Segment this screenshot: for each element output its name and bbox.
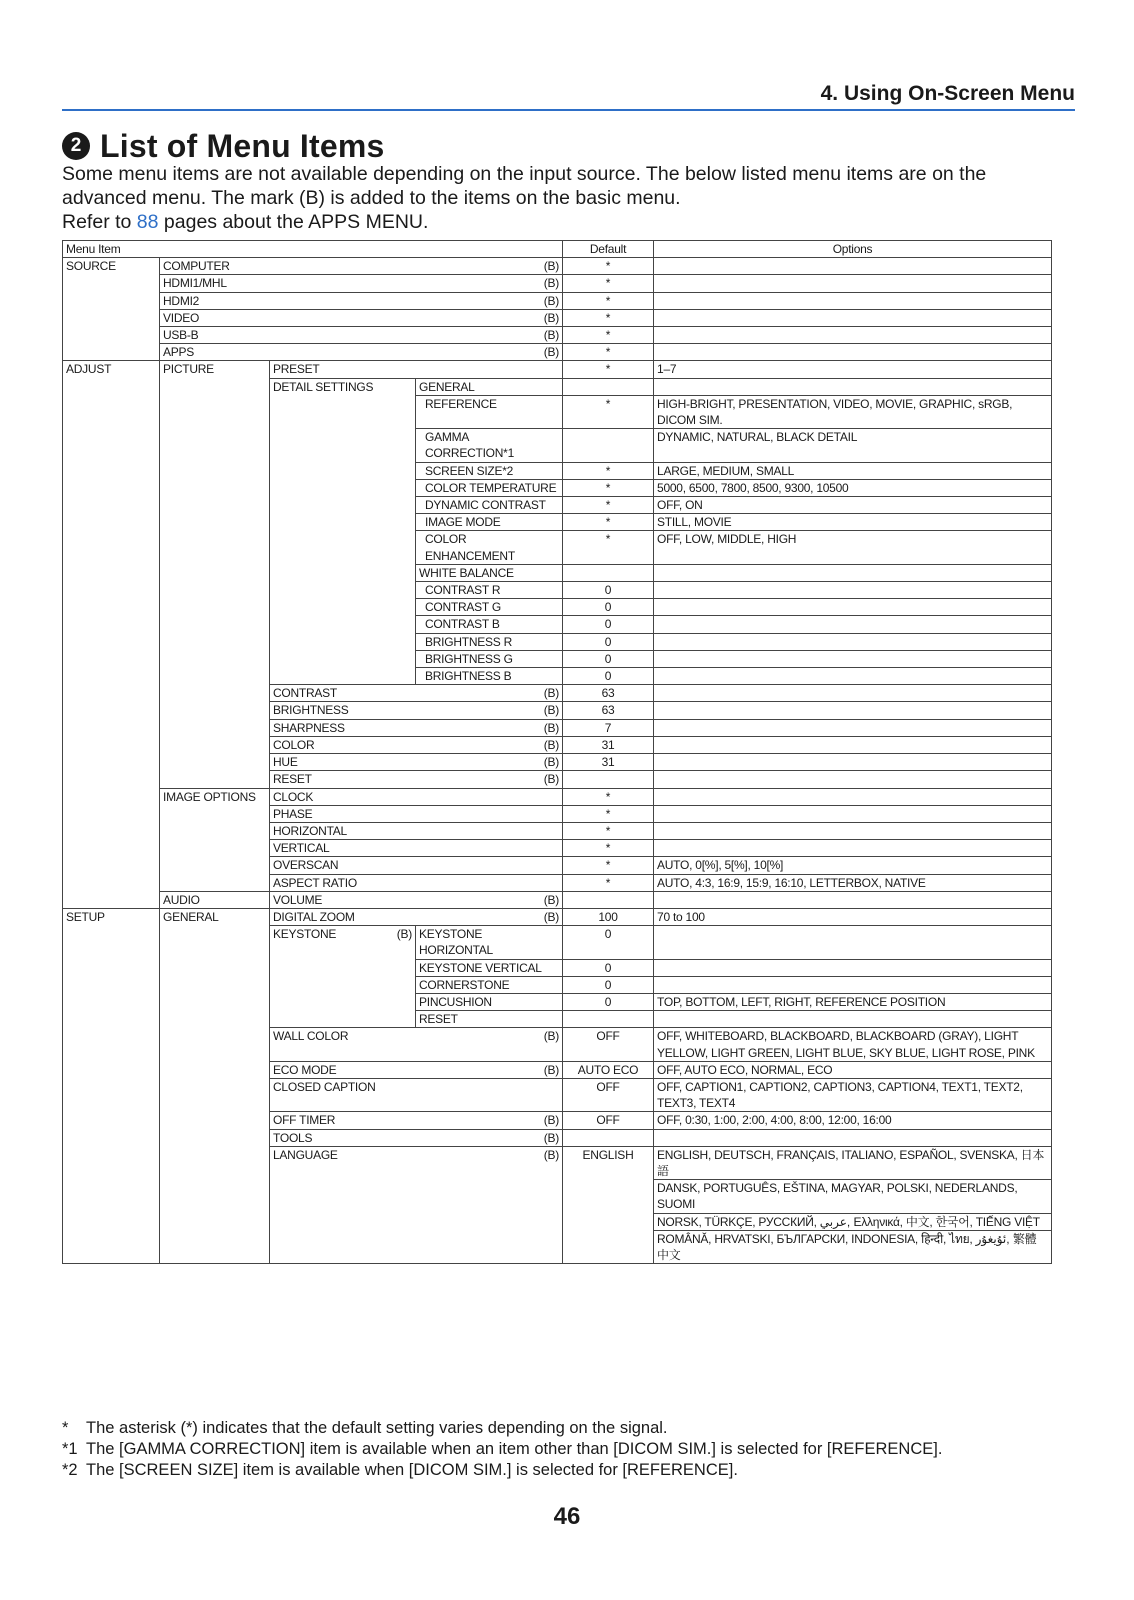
options-value: [654, 926, 1052, 959]
menu-item: CLOSED CAPTION: [270, 1078, 563, 1111]
options-value: OFF, CAPTION1, CAPTION2, CAPTION3, CAPTION4, TEXT1, TEXT2, TEXT3, TEXT4: [654, 1078, 1052, 1111]
options-value: [654, 292, 1052, 309]
default-value: [563, 429, 654, 462]
menu-item: DYNAMIC CONTRAST: [416, 497, 563, 514]
options-value: [654, 891, 1052, 908]
options-value: [654, 685, 1052, 702]
menu-item-general: GENERAL: [416, 378, 563, 395]
menu-item: COMPUTER (B): [160, 258, 563, 275]
menu-item: PHASE: [270, 805, 563, 822]
menu-item: CORNERSTONE: [416, 976, 563, 993]
header-rule: [62, 109, 1075, 111]
default-value: *: [563, 857, 654, 874]
footnotes: [62, 1418, 1062, 1481]
menu-item: CONTRAST G: [416, 599, 563, 616]
table-row: [63, 908, 1052, 925]
options-value: [654, 582, 1052, 599]
default-value: 0: [563, 993, 654, 1010]
table-row: [63, 361, 1052, 378]
default-value: 63: [563, 685, 654, 702]
menu-item: PRESET: [270, 361, 563, 378]
table-row: [63, 344, 1052, 361]
menu-item: HDMI1/MHL (B): [160, 275, 563, 292]
options-value: [654, 840, 1052, 857]
menu-item: VOLUME (B): [270, 891, 563, 908]
default-value: *: [563, 327, 654, 344]
group-source: SOURCE: [63, 258, 160, 361]
options-value: 5000, 6500, 7800, 8500, 9300, 10500: [654, 479, 1052, 496]
options-value: [654, 976, 1052, 993]
menu-item: COLOR ENHANCEMENT: [416, 531, 563, 564]
table-row: [63, 327, 1052, 344]
footnote-mark: *: [62, 1419, 69, 1437]
options-value: [654, 378, 1052, 395]
options-value: [654, 616, 1052, 633]
options-value: [654, 702, 1052, 719]
table-row: [63, 258, 1052, 275]
menu-item: CONTRAST R: [416, 582, 563, 599]
default-value: *: [563, 292, 654, 309]
header-menu-item: Menu Item: [63, 241, 563, 258]
default-value: 0: [563, 650, 654, 667]
header-default: Default: [563, 241, 654, 258]
table-row: [63, 292, 1052, 309]
group-general: GENERAL: [160, 908, 270, 1263]
options-value: [654, 959, 1052, 976]
menu-item: BRIGHTNESS (B): [270, 702, 563, 719]
options-value: [654, 822, 1052, 839]
menu-items-table: [62, 240, 1052, 1264]
page-title: List of Menu Items: [100, 127, 385, 164]
default-value: 100: [563, 908, 654, 925]
options-value: [654, 719, 1052, 736]
table-row: [63, 891, 1052, 908]
footnote: [62, 1439, 1062, 1460]
default-value: [563, 378, 654, 395]
menu-item-keystone: KEYSTONE (B): [270, 926, 416, 1028]
default-value: *: [563, 258, 654, 275]
menu-item-language: LANGUAGE (B): [270, 1146, 563, 1263]
options-value: 1–7: [654, 361, 1052, 378]
menu-item: VIDEO (B): [160, 309, 563, 326]
default-value: *: [563, 275, 654, 292]
menu-item: IMAGE MODE: [416, 514, 563, 531]
menu-item: TOOLS (B): [270, 1129, 563, 1146]
default-value: [563, 1011, 654, 1028]
menu-item: GAMMA CORRECTION*1: [416, 429, 563, 462]
default-value: *: [563, 361, 654, 378]
table-row: [63, 275, 1052, 292]
options-value: [654, 258, 1052, 275]
options-value: [654, 736, 1052, 753]
options-value: [654, 1129, 1052, 1146]
options-value: ROMÂNĂ, HRVATSKI, БЪЛГАРСКИ, INDONESIA, हिन्दी, ไทย, ئۇيغۇر, 繁體中文: [654, 1230, 1052, 1263]
menu-item: HDMI2 (B): [160, 292, 563, 309]
menu-item: OVERSCAN: [270, 857, 563, 874]
options-value: OFF, LOW, MIDDLE, HIGH: [654, 531, 1052, 564]
default-value: [563, 771, 654, 788]
default-value: 7: [563, 719, 654, 736]
default-value: *: [563, 479, 654, 496]
options-value: [654, 327, 1052, 344]
default-value: 31: [563, 754, 654, 771]
menu-item: PINCUSHION: [416, 993, 563, 1010]
menu-item: RESET (B): [270, 771, 563, 788]
options-value: AUTO, 0[%], 5[%], 10[%]: [654, 857, 1052, 874]
default-value: 0: [563, 616, 654, 633]
default-value: [563, 891, 654, 908]
menu-item: WALL COLOR (B): [270, 1028, 563, 1061]
default-value: AUTO ECO: [563, 1061, 654, 1078]
options-value: [654, 650, 1052, 667]
menu-item: USB-B (B): [160, 327, 563, 344]
default-value: *: [563, 840, 654, 857]
group-image-options: IMAGE OPTIONS: [160, 788, 270, 891]
group-setup: SETUP: [63, 908, 160, 1263]
menu-item: APPS (B): [160, 344, 563, 361]
menu-item: ASPECT RATIO: [270, 874, 563, 891]
refer-suffix: pages about the APPS MENU.: [158, 211, 429, 233]
table-row: [63, 788, 1052, 805]
default-value: [563, 1129, 654, 1146]
options-value: AUTO, 4:3, 16:9, 15:9, 16:10, LETTERBOX, NATIVE: [654, 874, 1052, 891]
menu-item: SCREEN SIZE*2: [416, 462, 563, 479]
default-value: OFF: [563, 1028, 654, 1061]
default-value: *: [563, 788, 654, 805]
section-number-badge: 2: [62, 132, 90, 160]
options-value: [654, 805, 1052, 822]
options-value: [654, 1011, 1052, 1028]
page-link-88[interactable]: 88: [136, 211, 159, 233]
menu-table-body: [63, 241, 1052, 1264]
options-value: OFF, AUTO ECO, NORMAL, ECO: [654, 1061, 1052, 1078]
options-value: TOP, BOTTOM, LEFT, RIGHT, REFERENCE POSITION: [654, 993, 1052, 1010]
options-value: [654, 771, 1052, 788]
group-adjust: ADJUST: [63, 361, 160, 909]
options-value: OFF, 0:30, 1:00, 2:00, 4:00, 8:00, 12:00, 16:00: [654, 1112, 1052, 1129]
options-value: DANSK, PORTUGUÊS, EŠTINA, MAGYAR, POLSKI, NEDERLANDS, SUOMI: [654, 1180, 1052, 1213]
footnote: [62, 1460, 1062, 1481]
header-options: Options: [654, 241, 1052, 258]
default-value: *: [563, 514, 654, 531]
menu-item: KEYSTONE VERTICAL: [416, 959, 563, 976]
menu-item: DIGITAL ZOOM (B): [270, 908, 563, 925]
group-picture: PICTURE: [160, 361, 270, 788]
table-header-row: [63, 241, 1052, 258]
footnote-mark: *1: [62, 1440, 78, 1458]
default-value: OFF: [563, 1078, 654, 1111]
chapter-heading: 4. Using On-Screen Menu: [820, 82, 1075, 105]
options-value: HIGH-BRIGHT, PRESENTATION, VIDEO, MOVIE, GRAPHIC, sRGB, DICOM SIM.: [654, 395, 1052, 428]
menu-item: CONTRAST B: [416, 616, 563, 633]
options-value: [654, 633, 1052, 650]
menu-item: CONTRAST (B): [270, 685, 563, 702]
menu-item-detail-settings: DETAIL SETTINGS: [270, 378, 416, 685]
options-value: [654, 668, 1052, 685]
footnote-mark: *2: [62, 1461, 78, 1479]
group-audio: AUDIO: [160, 891, 270, 908]
options-value: [654, 754, 1052, 771]
intro-refer: [62, 210, 1074, 234]
options-value: STILL, MOVIE: [654, 514, 1052, 531]
options-value: [654, 564, 1052, 581]
options-value: [654, 344, 1052, 361]
default-value: *: [563, 874, 654, 891]
menu-item-white-balance: WHITE BALANCE: [416, 564, 563, 581]
default-value: 0: [563, 976, 654, 993]
menu-item: REFERENCE: [416, 395, 563, 428]
menu-item: OFF TIMER (B): [270, 1112, 563, 1129]
menu-item: BRIGHTNESS B: [416, 668, 563, 685]
options-value: DYNAMIC, NATURAL, BLACK DETAIL: [654, 429, 1052, 462]
intro-paragraph: Some menu items are not available depending on the input source. The below listed menu items are on the advanced menu. The mark (B) is added to the items on the basic menu.: [62, 163, 987, 209]
default-value: *: [563, 462, 654, 479]
menu-item: RESET: [416, 1011, 563, 1028]
page-number: 46: [553, 1503, 581, 1530]
options-value: ENGLISH, DEUTSCH, FRANÇAIS, ITALIANO, ESPAÑOL, SVENSKA, 日本語: [654, 1146, 1052, 1179]
default-value: 0: [563, 959, 654, 976]
menu-item: BRIGHTNESS R: [416, 633, 563, 650]
options-value: [654, 788, 1052, 805]
default-value: *: [563, 309, 654, 326]
default-value: 0: [563, 926, 654, 959]
default-value: 0: [563, 633, 654, 650]
options-value: LARGE, MEDIUM, SMALL: [654, 462, 1052, 479]
refer-prefix: Refer to: [62, 211, 137, 233]
footnote-text: The asterisk (*) indicates that the default setting varies depending on the signal.: [86, 1419, 668, 1437]
default-value: 31: [563, 736, 654, 753]
default-value: *: [563, 805, 654, 822]
default-value: ENGLISH: [563, 1146, 654, 1263]
options-value: OFF, WHITEBOARD, BLACKBOARD, BLACKBOARD (GRAY), LIGHT YELLOW, LIGHT GREEN, LIGHT BLUE, SKY BLUE, LIGHT ROSE, PINK: [654, 1028, 1052, 1061]
default-value: *: [563, 497, 654, 514]
menu-item: HORIZONTAL: [270, 822, 563, 839]
footnote-text: The [GAMMA CORRECTION] item is available when an item other than [DICOM SIM.] is selected for [REFERENCE].: [86, 1440, 943, 1458]
menu-item: COLOR (B): [270, 736, 563, 753]
menu-item: KEYSTONE HORIZONTAL: [416, 926, 563, 959]
default-value: 0: [563, 582, 654, 599]
menu-item: ECO MODE (B): [270, 1061, 563, 1078]
default-value: *: [563, 531, 654, 564]
table-row: [63, 309, 1052, 326]
footnote: [62, 1418, 1062, 1439]
options-value: [654, 599, 1052, 616]
default-value: 63: [563, 702, 654, 719]
options-value: OFF, ON: [654, 497, 1052, 514]
options-value: NORSK, TÜRKÇE, РУССКИЙ, عربي, Ελληνικά, 中文, 한국어, TIẾNG VIỆT: [654, 1213, 1052, 1230]
footnote-text: The [SCREEN SIZE] item is available when [DICOM SIM.] is selected for [REFERENCE].: [86, 1461, 738, 1479]
intro-text: [62, 162, 1074, 234]
default-value: 0: [563, 668, 654, 685]
default-value: *: [563, 344, 654, 361]
menu-item: VERTICAL: [270, 840, 563, 857]
menu-item: COLOR TEMPERATURE: [416, 479, 563, 496]
menu-item: CLOCK: [270, 788, 563, 805]
default-value: *: [563, 822, 654, 839]
default-value: [563, 564, 654, 581]
default-value: OFF: [563, 1112, 654, 1129]
menu-item: BRIGHTNESS G: [416, 650, 563, 667]
options-value: 70 to 100: [654, 908, 1052, 925]
default-value: *: [563, 395, 654, 428]
menu-item: HUE (B): [270, 754, 563, 771]
menu-item: SHARPNESS (B): [270, 719, 563, 736]
options-value: [654, 309, 1052, 326]
options-value: [654, 275, 1052, 292]
default-value: 0: [563, 599, 654, 616]
